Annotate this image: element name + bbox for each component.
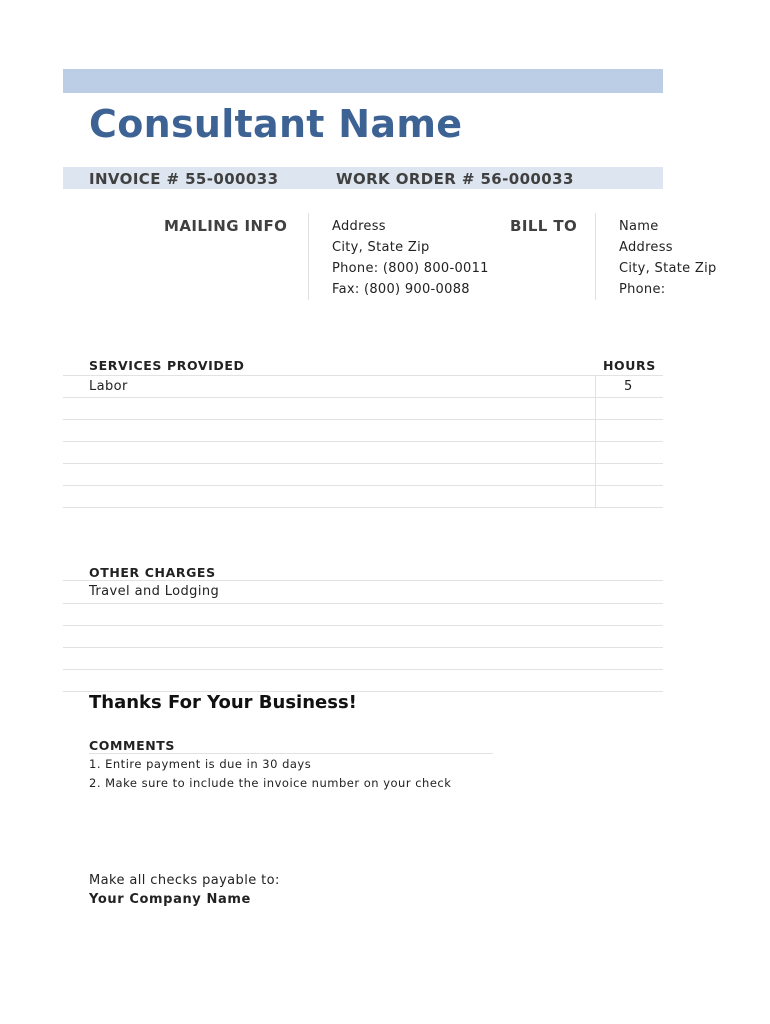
table-row-rule <box>63 625 663 626</box>
table-row-rule <box>63 507 663 508</box>
bill-to-phone: Phone: <box>619 282 666 297</box>
invoice-number: INVOICE # 55-000033 <box>89 170 279 188</box>
payable-label: Make all checks payable to: <box>89 873 280 888</box>
payable-company: Your Company Name <box>89 892 251 907</box>
service-hours: 5 <box>624 379 633 394</box>
table-row-rule <box>63 669 663 670</box>
other-charges-header-rule <box>63 580 663 581</box>
bill-to-city: City, State Zip <box>619 261 717 276</box>
comments-rule <box>89 753 493 754</box>
bill-to-block <box>619 215 717 305</box>
other-charges-header: OTHER CHARGES <box>89 565 216 580</box>
header-band <box>63 69 663 93</box>
mailing-info-label: MAILING INFO <box>164 217 288 235</box>
table-row-rule <box>63 485 663 486</box>
table-row-rule <box>63 603 663 604</box>
bill-to-address: Address <box>619 240 673 255</box>
hours-header: HOURS <box>603 358 656 373</box>
mailing-divider <box>308 213 309 300</box>
comment-line: 2. Make sure to include the invoice number on your check <box>89 776 452 790</box>
services-header: SERVICES PROVIDED <box>89 358 245 373</box>
services-header-rule <box>63 375 663 376</box>
mailing-address: Address <box>332 219 386 234</box>
comment-line: 1. Entire payment is due in 30 days <box>89 757 312 771</box>
service-description: Labor <box>89 379 128 394</box>
table-row-rule <box>63 463 663 464</box>
comments-header: COMMENTS <box>89 738 176 753</box>
table-row-rule <box>63 647 663 648</box>
bill-to-label: BILL TO <box>510 217 578 235</box>
table-row-rule <box>63 419 663 420</box>
table-row-rule <box>63 397 663 398</box>
mailing-phone: Phone: (800) 800-0011 <box>332 261 489 276</box>
bill-to-divider <box>595 213 596 300</box>
consultant-name: Consultant Name <box>89 102 463 146</box>
table-row-rule <box>63 441 663 442</box>
mailing-fax: Fax: (800) 900-0088 <box>332 282 470 297</box>
bill-to-name: Name <box>619 219 659 234</box>
charge-description: Travel and Lodging <box>89 584 220 599</box>
thanks-message: Thanks For Your Business! <box>89 692 357 713</box>
work-order-number: WORK ORDER # 56-000033 <box>336 170 574 188</box>
mailing-city: City, State Zip <box>332 240 430 255</box>
